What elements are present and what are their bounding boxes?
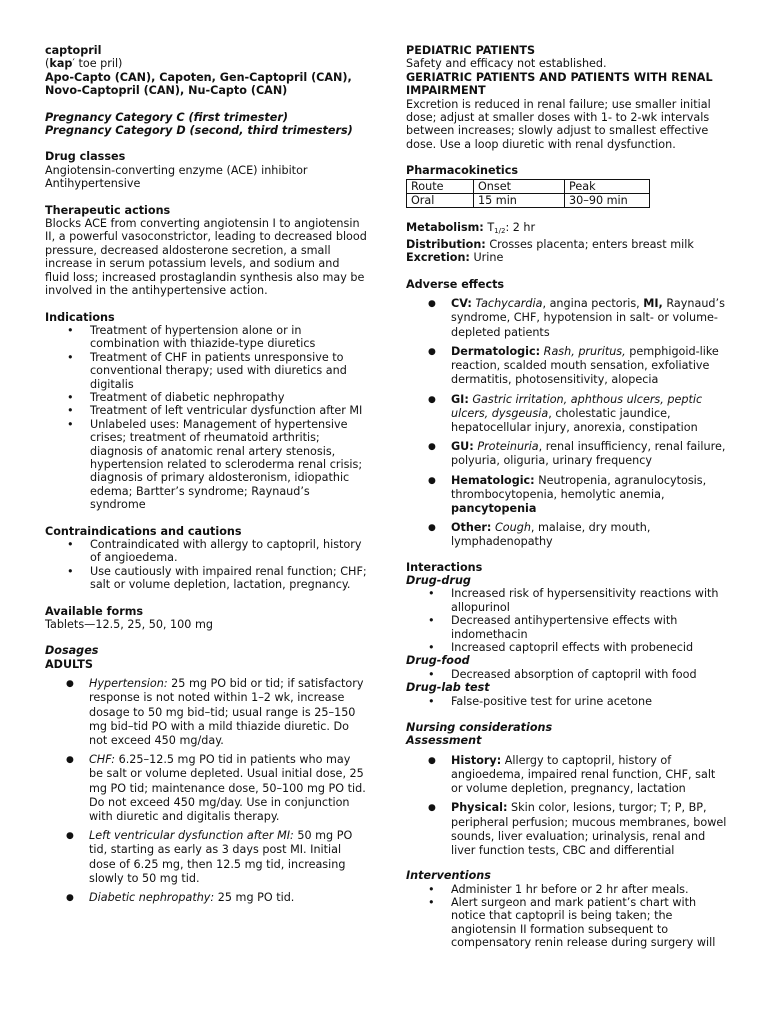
- pron-stress: kap: [49, 57, 73, 71]
- drug-lab-list: [406, 695, 728, 708]
- list-item: • Contraindicated with allergy to captopril, history of angioedema.: [45, 538, 367, 565]
- metabolism-line: [406, 221, 728, 238]
- list-item: [406, 345, 728, 388]
- pregnancy-category-2: Pregnancy Category D (second, third trimesters): [45, 124, 353, 138]
- right-column: [406, 44, 728, 950]
- available-forms-text: Tablets—12.5, 25, 50, 100 mg: [45, 618, 213, 632]
- table-header-row: [407, 179, 650, 193]
- interventions-list: [406, 883, 728, 950]
- assessment-label: Physical:: [451, 801, 508, 815]
- indications-list: [45, 324, 367, 512]
- adverse-text: Gastric irritation, aphthous ulcers, peptic ulcers, dysgeusia: [451, 392, 703, 420]
- distribution-line: [406, 238, 728, 251]
- table-cell: Oral: [407, 193, 474, 207]
- adverse-text: Tachycardia: [475, 297, 543, 311]
- list-item: • Alert surgeon and mark patient’s chart with notice that captopril is being taken; the angiotensin II formation subsequent to compensatory renin release during surgery will: [406, 896, 728, 950]
- dosage-label: Left ventricular dysfunction after MI:: [89, 829, 294, 843]
- metabolism-t: T: [483, 220, 495, 234]
- drug-classes-heading: Drug classes: [45, 150, 126, 164]
- adverse-text: pancytopenia: [451, 501, 537, 515]
- adverse-text: pemphigoid-like reaction, scalded mouth sensation, exfoliative dermatitis, photosensitivity, alopecia: [451, 344, 719, 387]
- list-item: [406, 801, 728, 858]
- list-item: [45, 891, 367, 905]
- adverse-text: Cough: [494, 521, 531, 535]
- list-item: • False-positive test for urine acetone: [406, 695, 728, 708]
- table-row: [407, 193, 650, 207]
- nursing-considerations-heading: Nursing considerations: [406, 721, 553, 734]
- dosage-label: Diabetic nephropathy:: [89, 891, 215, 905]
- drug-class-2: Antihypertensive: [45, 177, 141, 191]
- list-item: • Use cautiously with impaired renal function; CHF; salt or volume depletion, lactation, pregnancy.: [45, 565, 367, 592]
- adverse-category-label: CV:: [451, 297, 472, 311]
- pharmacokinetics-table: [406, 179, 650, 208]
- drug-drug-list: [406, 587, 728, 654]
- list-item: [406, 393, 728, 436]
- adverse-text: , angina pectoris,: [542, 297, 644, 311]
- metabolism-subscript: 1/2: [494, 226, 506, 235]
- list-item: • Treatment of diabetic nephropathy: [45, 391, 367, 404]
- drug-class-1: Angiotensin-converting enzyme (ACE) inhibitor: [45, 163, 308, 177]
- list-item: • Decreased absorption of captopril with food: [406, 668, 728, 681]
- contraindications-list: [45, 538, 367, 592]
- dosages-list: [45, 677, 367, 905]
- pron-rest: ′ toe pril): [72, 57, 123, 71]
- excretion-value: Urine: [469, 251, 504, 265]
- list-item: • Treatment of hypertension alone or in combination with thiazide-type diuretics: [45, 324, 367, 351]
- list-item: • Treatment of left ventricular dysfunction after MI: [45, 404, 367, 417]
- adverse-effects-list: [406, 297, 728, 549]
- drug-lab-heading: Drug-lab test: [406, 681, 490, 695]
- adverse-text: , malaise, dry mouth, lymphadenopathy: [451, 521, 651, 549]
- list-item: [406, 521, 728, 549]
- assessment-heading: Assessment: [406, 734, 482, 748]
- adverse-text: Rash, pruritus,: [543, 344, 626, 358]
- pharmacokinetics-heading: Pharmacokinetics: [406, 164, 519, 178]
- list-item: • Unlabeled uses: Management of hypertensive crises; treatment of rheumatoid arthritis; diagnosis of anatomic renal artery stenosis, hypertension related to scleroderma renal crisis; diagnosis of primary aldosteronism, idiopathic edema; Bartter’s syndrome; Raynaud’s syndrome: [45, 418, 367, 512]
- dosage-text: 25 mg PO tid.: [214, 891, 295, 905]
- pronunciation: [45, 57, 367, 70]
- list-item: • Treatment of CHF in patients unresponsive to conventional therapy; used with diuretics and digitalis: [45, 351, 367, 391]
- dosage-label: Hypertension:: [89, 677, 168, 691]
- list-item: [45, 753, 367, 824]
- list-item: [406, 297, 728, 340]
- left-column: [45, 44, 367, 910]
- adverse-text: , renal insufficiency, renal failure, polyuria, oliguria, urinary frequency: [451, 440, 726, 468]
- adverse-text: Proteinuria: [477, 440, 539, 454]
- drug-name: captopril: [45, 44, 102, 57]
- list-item: [45, 677, 367, 748]
- adverse-text: , cholestatic jaundice, hepatocellular injury, anorexia, constipation: [451, 406, 698, 434]
- pediatric-heading: PEDIATRIC PATIENTS: [406, 44, 536, 57]
- table-header-cell: Route: [407, 179, 474, 193]
- dosage-text: 6.25–12.5 mg PO tid in patients who may be salt or volume depleted. Usual initial dose, 25 mg PO tid; maintenance dose, 50–100 mg PO tid. Do not exceed 450 mg/day. Use in conjunction with diuretic and digitalis therapy.: [89, 753, 366, 824]
- adverse-text: Raynaud’s syndrome, CHF, hypotension in salt- or volume-depleted patients: [451, 297, 725, 339]
- drug-drug-heading: Drug-drug: [406, 573, 471, 587]
- table-cell: 15 min: [474, 193, 565, 207]
- adverse-effects-heading: Adverse effects: [406, 277, 505, 291]
- interventions-heading: Interventions: [406, 869, 491, 883]
- list-item: [406, 474, 728, 517]
- assessment-text: Allergy to captopril, history of angioedema, impaired renal function, CHF, salt or volume depletion, pregnancy, lactation: [451, 753, 716, 796]
- dosage-text: 25 mg PO bid or tid; if satisfactory response is not noted within 1–2 wk, increase dosage to 50 mg bid–tid; usual range is 25–150 mg bid–tid PO with a mild thiazide diuretic. Do not exceed 450 mg/day.: [89, 677, 364, 748]
- list-item: [406, 754, 728, 797]
- table-header-cell: Onset: [474, 179, 565, 193]
- dosage-label: CHF:: [89, 753, 116, 767]
- indications-heading: Indications: [45, 310, 115, 324]
- dosages-heading: Dosages: [45, 644, 99, 658]
- therapeutic-actions-text: Blocks ACE from converting angiotensin I to angiotensin II, a powerful vasoconstrictor, leading to decreased blood pressure, decreased aldosterone secretion, a small increase in serum potassium levels, and sodium and fluid loss; increased prostaglandin synthesis also may be involved in the antihypertensive action.: [45, 217, 367, 298]
- metabolism-label: Metabolism:: [406, 220, 484, 234]
- pregnancy-category-1: Pregnancy Category C (first trimester): [45, 110, 288, 124]
- pediatric-text: Safety and efficacy not established.: [406, 57, 607, 71]
- adverse-category-label: Hematologic:: [451, 473, 535, 487]
- distribution-value: Crosses placenta; enters breast milk: [485, 238, 694, 252]
- brand-names-line-1: Apo-Capto (CAN), Capoten, Gen-Captopril (CAN),: [45, 70, 352, 84]
- geriatric-heading: GERIATRIC PATIENTS AND PATIENTS WITH RENAL IMPAIRMENT: [406, 70, 713, 98]
- excretion-line: [406, 251, 728, 264]
- list-item: [45, 829, 367, 886]
- geriatric-text: Excretion is reduced in renal failure; use smaller initial dose; adjust at smaller doses with 1- to 2-wk intervals between increases; slowly adjust to smallest effective dose. Use a loop diuretic with renal dysfunction.: [406, 97, 711, 151]
- assessment-list: [406, 754, 728, 858]
- list-item: • Decreased antihypertensive effects with indomethacin: [406, 614, 728, 641]
- pron-open: (: [45, 57, 50, 71]
- drug-food-heading: Drug-food: [406, 654, 470, 668]
- assessment-label: History:: [451, 753, 502, 767]
- list-item: • Increased risk of hypersensitivity reactions with allopurinol: [406, 587, 728, 614]
- distribution-label: Distribution:: [406, 238, 486, 252]
- table-cell: 30–90 min: [565, 193, 650, 207]
- therapeutic-actions-heading: Therapeutic actions: [45, 203, 171, 217]
- adverse-category-label: GI:: [451, 392, 469, 406]
- available-forms-heading: Available forms: [45, 604, 144, 618]
- table-header-cell: Peak: [565, 179, 650, 193]
- list-item: [406, 440, 728, 468]
- metabolism-value: : 2 hr: [505, 220, 536, 234]
- adults-heading: ADULTS: [45, 657, 93, 671]
- drug-food-list: [406, 668, 728, 681]
- dosage-text: 50 mg PO tid, starting as early as 3 days post MI. Initial dose of 6.25 mg, then 12.5 mg tid, increasing slowly to 50 mg tid.: [89, 829, 353, 885]
- adverse-category-label: Dermatologic:: [451, 344, 541, 358]
- adverse-text: Neutropenia, agranulocytosis, thrombocytopenia, hemolytic anemia,: [451, 473, 707, 501]
- adverse-text: MI,: [643, 297, 663, 311]
- assessment-text: Skin color, lesions, turgor; T; P, BP, peripheral perfusion; mucous membranes, bowel sounds, liver evaluation; urinalysis, renal and liver function tests, CBC and differential: [451, 801, 727, 858]
- contraindications-heading: Contraindications and cautions: [45, 524, 242, 538]
- list-item: • Increased captopril effects with probenecid: [406, 641, 728, 654]
- adverse-category-label: Other:: [451, 521, 492, 535]
- brand-names-line-2: Novo-Captopril (CAN), Nu-Capto (CAN): [45, 84, 288, 98]
- excretion-label: Excretion:: [406, 251, 470, 265]
- interactions-heading: Interactions: [406, 560, 483, 574]
- adverse-category-label: GU:: [451, 440, 474, 454]
- list-item: • Administer 1 hr before or 2 hr after meals.: [406, 883, 728, 896]
